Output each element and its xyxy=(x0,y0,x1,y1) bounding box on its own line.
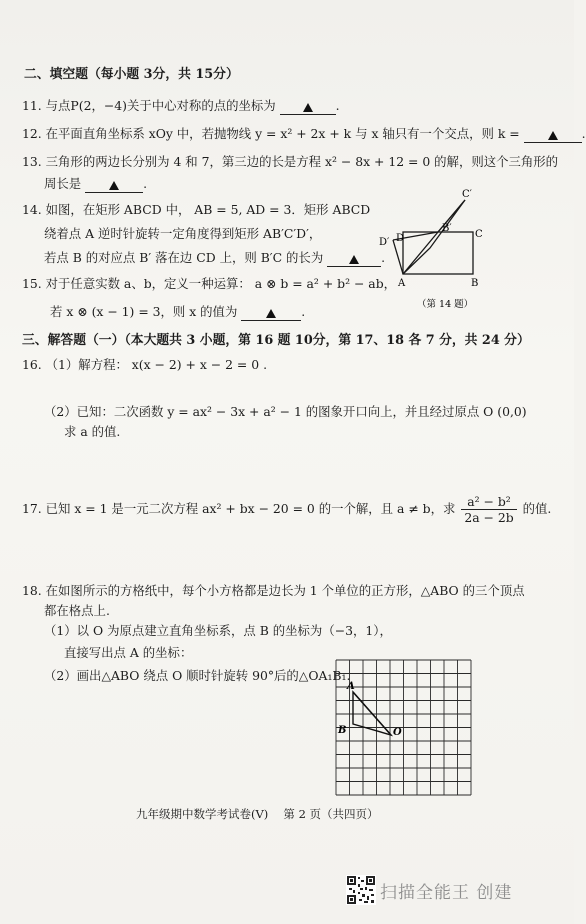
fraction-numerator: a² − b² xyxy=(461,494,516,510)
period: . xyxy=(381,250,386,265)
label-c: C xyxy=(475,229,483,240)
question-16-part-1: 16. （1）解方程： x(x − 2) + x − 2 = 0 . xyxy=(22,357,268,372)
section-heading-solutions: 三、解答题（一）（本大题共 3 小题，第 16 题 10分，第 17、18 各 7 分，共 24 分） xyxy=(22,333,530,348)
answer-blank[interactable] xyxy=(85,178,143,193)
question-13-line-2 xyxy=(44,176,147,193)
question-15-line-2 xyxy=(50,304,305,321)
label-b-prime: B′ xyxy=(442,223,452,234)
grid-figure xyxy=(329,655,477,797)
period: . xyxy=(143,176,148,191)
triangle-mark-icon xyxy=(266,309,276,318)
label-d-prime: D′ xyxy=(379,237,390,248)
label-d: D xyxy=(396,233,405,244)
fraction-denominator: 2a − 2b xyxy=(464,510,514,525)
question-17 xyxy=(22,494,551,525)
question-18-line-2: 都在格点上. xyxy=(44,603,110,618)
figure-rectangle-rotation xyxy=(365,185,495,315)
segment-ad-prime xyxy=(393,240,403,274)
square-grid xyxy=(336,660,471,795)
question-18-line-3: （1）以 O 为原点建立直角坐标系，点 B 的坐标为（−3，1）， xyxy=(44,623,392,638)
question-13-text: 周长是 xyxy=(44,176,82,191)
question-18-line-1: 18. 在如图所示的方格纸中，每个小方格都是边长为 1 个单位的正方形，△ABO 的三个顶点 xyxy=(22,583,525,598)
label-c-prime: C′ xyxy=(462,189,472,200)
question-13-line-1: 13. 三角形的两边长分别为 4 和 7，第三边的长是方程 x² − 8x + 12 = 0 的解，则这个三角形的 xyxy=(22,154,559,169)
label-b: B xyxy=(338,725,347,736)
triangle-mark-icon xyxy=(548,131,558,140)
question-14-line-1: 14. 如图，在矩形 ABCD 中， AB = 5, AD = 3．矩形 ABCD xyxy=(22,202,371,217)
answer-blank[interactable] xyxy=(524,128,582,143)
question-17-text: 17. 已知 x = 1 是一元二次方程 ax² + bx − 20 = 0 的一个解，且 a ≠ b，求 xyxy=(22,501,456,516)
period: . xyxy=(581,126,586,141)
question-15-line-1: 15. 对于任意实数 a、b，定义一种运算： a ⊗ b = a² + b² − ab， xyxy=(22,276,397,291)
question-12-text: 12. 在平面直角坐标系 xOy 中，若抛物线 y = x² + 2x + k 与 x 轴只有一个交点，则 k = xyxy=(22,126,520,141)
question-12 xyxy=(22,126,586,143)
label-o: O xyxy=(393,727,402,738)
triangle-mark-icon xyxy=(349,255,359,264)
scanner-watermark: 扫描全能王 创建 xyxy=(380,883,513,903)
triangle-mark-icon xyxy=(109,181,119,190)
page-footer: 九年级期中数学考试卷(V) 第 2 页（共四页） xyxy=(136,807,379,821)
question-18-line-5: （2）画出△ABO 绕点 O 顺时针旋转 90°后的△OA₁B₁. xyxy=(44,668,351,683)
answer-blank[interactable] xyxy=(280,100,336,115)
question-14-line-3 xyxy=(44,250,385,267)
label-b: B xyxy=(471,278,479,289)
question-16-part-2-line-2: 求 a 的值. xyxy=(64,424,121,439)
question-14-line-2: 绕着点 A 逆时针旋转一定角度得到矩形 AB′C′D′， xyxy=(44,226,322,241)
label-a: A xyxy=(398,278,406,289)
figure-14-caption: （第 14 题） xyxy=(417,299,474,310)
question-15-text: 若 x ⊗ (x − 1) = 3，则 x 的值为 xyxy=(50,304,238,319)
question-11 xyxy=(22,98,340,115)
label-a: A xyxy=(347,681,355,692)
segment-ao xyxy=(353,692,391,735)
fraction-expression xyxy=(461,494,516,525)
question-16-part-2-line-1: （2）已知：二次函数 y = ax² − 3x + a² − 1 的图象开口向上，并且经过原点 O (0,0) xyxy=(44,404,527,419)
question-18-line-4: 直接写出点 A 的坐标： xyxy=(64,645,193,660)
question-14-text: 若点 B 的对应点 B′ 落在边 CD 上，则 B′C 的长为 xyxy=(44,250,324,265)
period: . xyxy=(301,304,306,319)
qr-code-icon xyxy=(346,875,376,905)
section-heading-fill-blank: 二、填空题（每小题 3分，共 15分） xyxy=(24,67,239,82)
question-17-suffix: 的值. xyxy=(522,501,552,516)
rectangle-abcd xyxy=(403,232,473,274)
triangle-mark-icon xyxy=(303,103,313,112)
period: . xyxy=(335,98,340,113)
answer-blank[interactable] xyxy=(241,306,301,321)
question-11-text: 11. 与点P(2，−4)关于中心对称的点的坐标为 xyxy=(22,98,276,113)
